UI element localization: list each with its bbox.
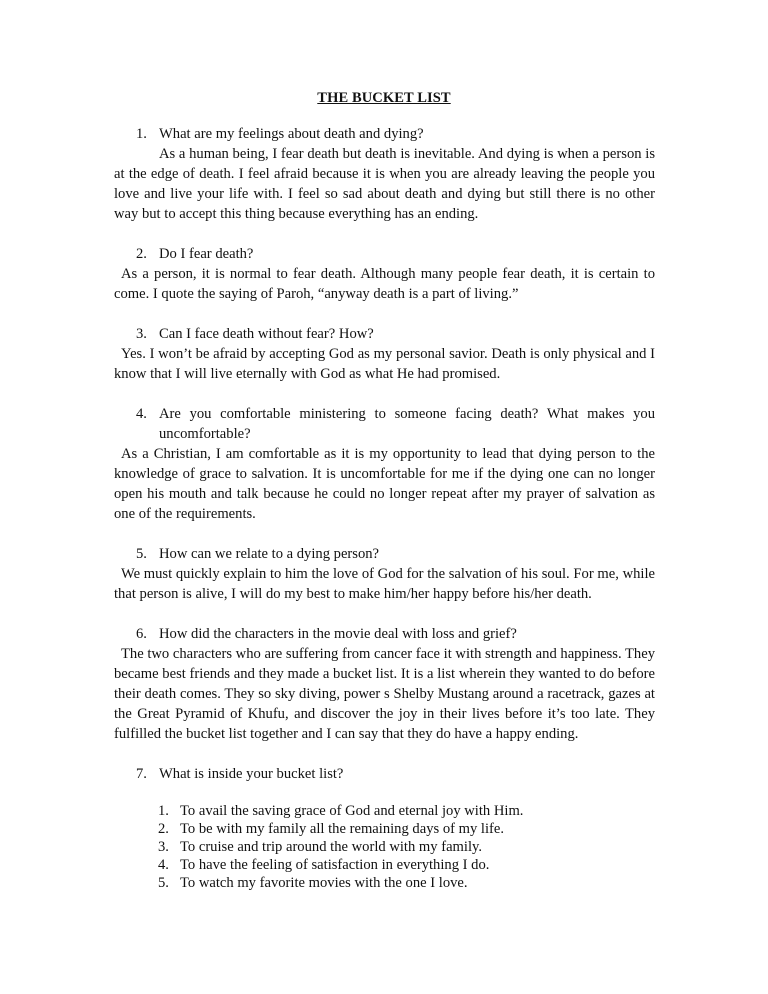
bucket-item-number: 5. (158, 875, 169, 891)
bucket-item-text: To have the feeling of satisfaction in everything I do. (180, 857, 490, 873)
bucket-item-text: To watch my favorite movies with the one I love. (180, 875, 468, 891)
question-6 (114, 624, 655, 644)
question-5 (114, 544, 655, 564)
answer-2: As a person, it is normal to fear death. Although many people fear death, it is certain to come. I quote the saying of Paroh, “anyway death is a part of living.” (114, 266, 655, 302)
question-7 (114, 764, 655, 784)
question-number: 1. (136, 126, 147, 142)
bucket-list-item (114, 820, 655, 838)
question-text: What are my feelings about death and dying? (159, 126, 424, 142)
document-title: THE BUCKET LIST (317, 90, 451, 106)
answer-3: Yes. I won’t be afraid by accepting God as my personal savior. Death is only physical and I know that I will live eternally with God as what He had promised. (114, 346, 655, 382)
answer-4: As a Christian, I am comfortable as it is my opportunity to lead that dying person to the knowledge of grace to salvation. It is uncomfortable for me if the dying one can no longer open his mouth and talk because he could no longer repeat after my prayer of salvation as one of the requirements. (114, 446, 655, 522)
bucket-item-text: To avail the saving grace of God and eternal joy with Him. (180, 803, 524, 819)
question-number: 6. (136, 626, 147, 642)
bucket-item-number: 4. (158, 857, 169, 873)
question-text: Are you comfortable ministering to someone facing death? What makes you uncomfortable? (159, 406, 655, 442)
answer-6: The two characters who are suffering from cancer face it with strength and happiness. They became best friends and they made a bucket list. It is a list wherein they wanted to do before their death comes. They so sky diving, power s Shelby Mustang around a racetrack, gazes at the Great Pyramid of Khufu, and discover the joy in their lives before it’s too late. They fulfilled the bucket list together and I can say that they do have a happy ending. (114, 646, 655, 742)
bucket-list-item (114, 838, 655, 856)
bucket-item-number: 1. (158, 803, 169, 819)
bucket-list-item (114, 802, 655, 820)
bucket-item-number: 2. (158, 821, 169, 837)
question-text: How did the characters in the movie deal with loss and grief? (159, 626, 517, 642)
question-2 (114, 244, 655, 264)
question-number: 3. (136, 326, 147, 342)
question-number: 5. (136, 546, 147, 562)
document-body (114, 124, 655, 892)
bucket-list-item (114, 856, 655, 874)
bucket-item-text: To be with my family all the remaining days of my life. (180, 821, 505, 837)
question-text: Can I face death without fear? How? (159, 326, 374, 342)
question-number: 2. (136, 246, 147, 262)
answer-1: As a human being, I fear death but death is inevitable. And dying is when a person is at the edge of death. I feel afraid because it is when you are already leaving the people you love and live your life with. I feel so sad about death and dying but still there is no other way but to accept this thing because everything has an ending. (114, 146, 655, 222)
question-text: What is inside your bucket list? (159, 766, 344, 782)
bucket-item-text: To cruise and trip around the world with my family. (180, 839, 482, 855)
question-number: 4. (136, 406, 147, 422)
question-1 (114, 124, 655, 144)
bucket-item-number: 3. (158, 839, 169, 855)
answer-5: We must quickly explain to him the love of God for the salvation of his soul. For me, while that person is alive, I will do my best to make him/her happy before his/her death. (114, 566, 655, 602)
question-3 (114, 324, 655, 344)
bucket-list-item (114, 874, 655, 892)
question-4 (114, 404, 655, 444)
question-text: How can we relate to a dying person? (159, 546, 380, 562)
question-number: 7. (136, 766, 147, 782)
bucket-list (114, 802, 655, 892)
question-text: Do I fear death? (159, 246, 254, 262)
